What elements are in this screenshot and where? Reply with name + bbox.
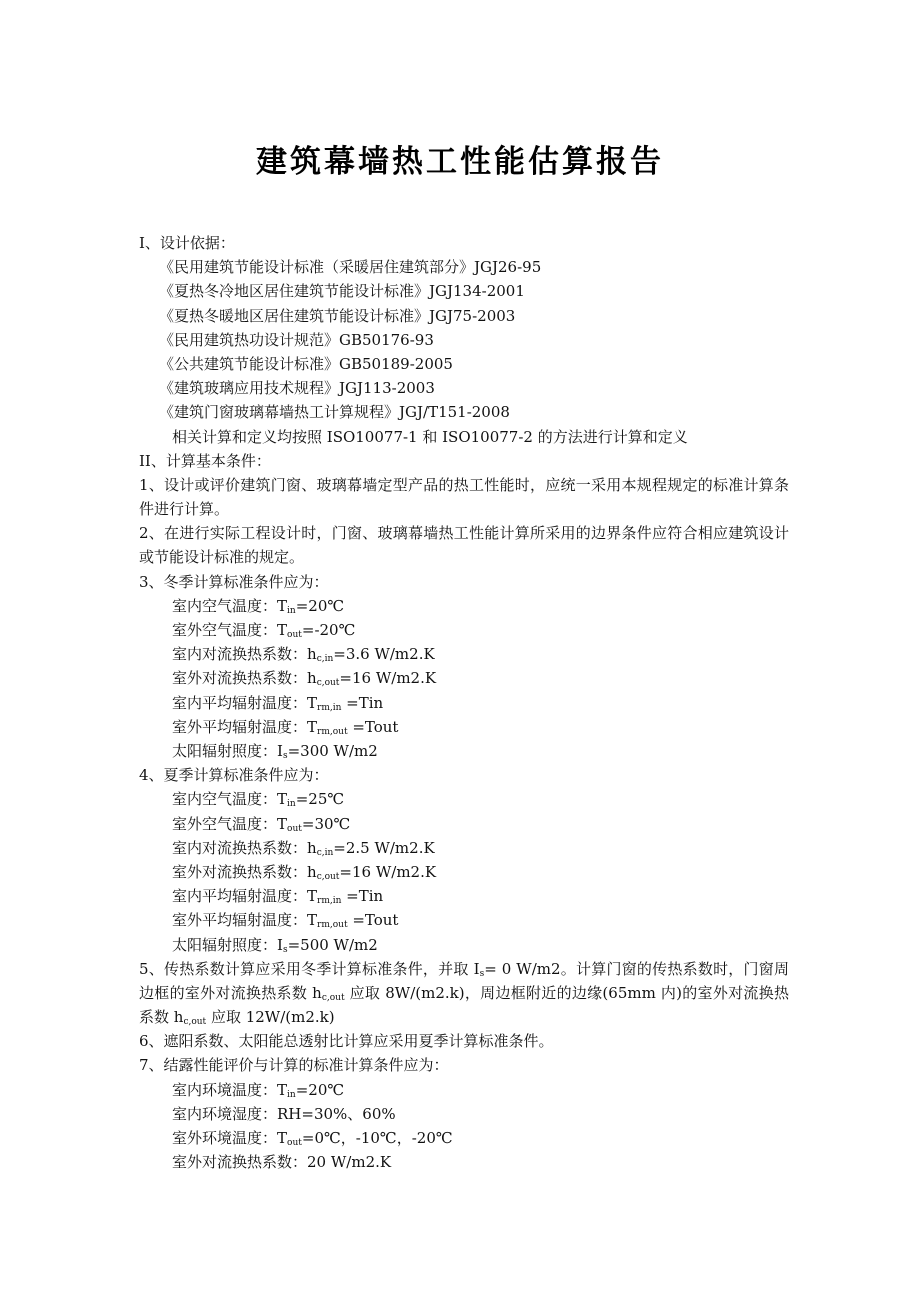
condition-label: 室外对流换热系数： xyxy=(172,669,308,688)
condition-value: =300 W/m2 xyxy=(287,742,378,760)
condition-value: =Tout xyxy=(347,911,399,930)
condition-label: 室内空气温度： xyxy=(172,790,278,809)
condition-label: 太阳辐射照度： xyxy=(172,935,278,954)
condition-subscript: rm,in xyxy=(317,702,342,713)
condition-label: 室内空气温度： xyxy=(172,596,278,615)
condition-subscript: s xyxy=(282,751,288,761)
condition-subscript: out xyxy=(287,823,302,834)
standard-item: 《夏热冬冷地区居住建筑节能设计标准》JGJ134-2001 xyxy=(159,282,525,301)
report-body xyxy=(139,231,789,1174)
condition-row xyxy=(139,884,789,908)
condition-symbol: T xyxy=(277,596,288,615)
condition-subscript: out xyxy=(287,630,302,641)
condition-value: =2.5 W/m2.K xyxy=(333,838,435,857)
page-title: 建筑幕墙热工性能估算报告 xyxy=(256,144,664,180)
condition-label: 室内对流换热系数： xyxy=(172,645,308,664)
condition-symbol: I xyxy=(277,742,283,760)
condition-symbol: T xyxy=(277,790,288,809)
standard-item: 《民用建筑节能设计标准（采暖居住建筑部分》JGJ26-95 xyxy=(159,258,542,277)
condition-subscript: in xyxy=(287,605,296,616)
condition-subscript: rm,out xyxy=(317,726,348,737)
item5-sub2: c,out xyxy=(321,992,345,1003)
condition-label: 室内对流换热系数： xyxy=(172,838,308,857)
condition-value: =500 W/m2 xyxy=(287,935,378,954)
condition-label: 室外空气温度： xyxy=(172,814,278,833)
condition-value: =20℃ xyxy=(295,1080,345,1099)
condition-label: 室外平均辐射温度： xyxy=(172,911,308,930)
condition-value: =16 W/m2.K xyxy=(339,669,437,688)
condition-value: 20 W/m2.K xyxy=(307,1153,392,1172)
condition-row xyxy=(139,715,789,739)
condition-subscript: in xyxy=(287,799,296,810)
condition-row xyxy=(139,666,789,690)
condition-label: 室内平均辐射温度： xyxy=(172,887,308,906)
condition-row xyxy=(139,787,789,811)
method-note: 相关计算和定义均按照 ISO10077-1 和 ISO10077-2 的方法进行计算和定义 xyxy=(172,427,688,446)
condition-symbol: T xyxy=(307,693,318,712)
condition-symbol: I xyxy=(277,935,283,954)
condition-value: =30℃ xyxy=(301,814,351,833)
condition-subscript: rm,out xyxy=(317,920,348,931)
item5-sub3: c,out xyxy=(183,1017,207,1028)
condition-row xyxy=(139,691,789,715)
condition-row xyxy=(139,642,789,666)
summer-conditions-heading: 4、夏季计算标准条件应为： xyxy=(139,766,329,785)
condition-subscript: rm,in xyxy=(317,896,342,907)
standard-item: 《公共建筑节能设计标准》GB50189-2005 xyxy=(159,354,453,373)
section-heading: II、计算基本条件： xyxy=(139,451,271,470)
condition-row xyxy=(139,860,789,884)
summer-conditions-list xyxy=(139,787,789,956)
condition-subscript: c,out xyxy=(316,871,340,882)
condition-symbol: T xyxy=(307,717,318,736)
condition-row xyxy=(139,594,789,618)
condition-row xyxy=(139,812,789,836)
condition-subscript: in xyxy=(287,1089,296,1100)
condition-subscript: s xyxy=(282,944,288,955)
condition-value: =Tin xyxy=(341,887,384,906)
winter-conditions-list xyxy=(139,594,789,763)
condition-row xyxy=(139,618,789,642)
condition-label: 室内环境温度： xyxy=(172,1080,278,1099)
condition-value: =3.6 W/m2.K xyxy=(333,645,435,664)
condition-value: =20℃ xyxy=(295,596,345,615)
condition-row xyxy=(139,1150,789,1174)
paragraph-item-2: 2、在进行实际工程设计时，门窗、玻璃幕墙热工性能计算所采用的边界条件应符合相应建筑设计或节能设计标准的规定。 xyxy=(139,524,789,567)
item5-part1: 5、传热系数计算应采用冬季计算标准条件，并取 I xyxy=(139,959,480,978)
condition-value: =-20℃ xyxy=(301,621,356,640)
item5-part4: 应取 12W/(m2.k) xyxy=(206,1008,335,1027)
condition-symbol: h xyxy=(307,838,317,857)
condition-label: 室内环境湿度： xyxy=(172,1104,278,1123)
condition-row xyxy=(139,1078,789,1102)
condition-value: =Tout xyxy=(347,717,399,736)
condition-symbol: T xyxy=(277,1080,288,1099)
item5-sub1: s xyxy=(479,968,485,979)
condition-row xyxy=(139,739,789,763)
item5-part2: = 0 W/m2。计算门窗的传热系数时，门窗周边框的室外对流换热系数 h xyxy=(139,959,790,1002)
condition-row xyxy=(139,908,789,932)
condition-value: =25℃ xyxy=(295,790,345,809)
condition-row xyxy=(139,933,789,957)
standard-item: 《建筑玻璃应用技术规程》JGJ113-2003 xyxy=(159,379,435,398)
condensation-conditions-heading: 7、结露性能评价与计算的标准计算条件应为： xyxy=(139,1056,449,1075)
paragraph-item-5 xyxy=(139,957,789,1030)
condition-label: 室外空气温度： xyxy=(172,621,278,640)
condition-label: 室外环境温度： xyxy=(172,1129,278,1148)
item5-part3: 应取 8W/(m2.k)，周边框附近的边缘(65mm 内)的室外对流换热系数 h xyxy=(139,983,789,1027)
standard-item: 《夏热冬暖地区居住建筑节能设计标准》JGJ75-2003 xyxy=(159,306,516,325)
condition-symbol: T xyxy=(307,911,318,930)
paragraph-item-6: 6、遮阳系数、太阳能总透射比计算应采用夏季计算标准条件。 xyxy=(139,1032,554,1051)
condition-subscript: c,in xyxy=(316,654,334,665)
standard-item: 《民用建筑热功设计规范》GB50176-93 xyxy=(159,330,434,349)
winter-conditions-heading: 3、冬季计算标准条件应为： xyxy=(139,572,329,591)
condition-symbol: h xyxy=(307,669,317,688)
condition-symbol: T xyxy=(307,887,318,906)
standard-item: 《建筑门窗玻璃幕墙热工计算规程》JGJ/T151-2008 xyxy=(159,403,510,422)
condition-subscript: c,out xyxy=(316,678,340,689)
condition-row xyxy=(139,1126,789,1150)
paragraph-item-1: 1、设计或评价建筑门窗、玻璃幕墙定型产品的热工性能时，应统一采用本规程规定的标准计算条件进行计算。 xyxy=(139,475,789,519)
condition-label: 室外对流换热系数： xyxy=(172,1153,308,1172)
condition-value: =16 W/m2.K xyxy=(339,862,437,881)
condition-symbol: T xyxy=(277,621,288,640)
condition-label: 室外对流换热系数： xyxy=(172,862,308,881)
condition-symbol: T xyxy=(277,1129,288,1148)
condition-value: =0℃，-10℃，-20℃ xyxy=(301,1129,453,1148)
condensation-conditions-list xyxy=(139,1078,789,1175)
section-heading: I、设计依据： xyxy=(139,234,235,252)
condition-row xyxy=(139,1102,789,1126)
condition-row xyxy=(139,836,789,860)
condition-label: 室外平均辐射温度： xyxy=(172,717,308,736)
condition-symbol: h xyxy=(307,862,317,881)
condition-value: RH=30%、60% xyxy=(277,1104,396,1123)
condition-label: 室内平均辐射温度： xyxy=(172,693,308,712)
condition-subscript: c,in xyxy=(316,847,334,858)
condition-subscript: out xyxy=(287,1138,302,1149)
condition-value: =Tin xyxy=(341,693,384,712)
condition-symbol: T xyxy=(277,814,288,833)
condition-symbol: h xyxy=(307,645,317,664)
condition-label: 太阳辐射照度： xyxy=(172,742,278,760)
